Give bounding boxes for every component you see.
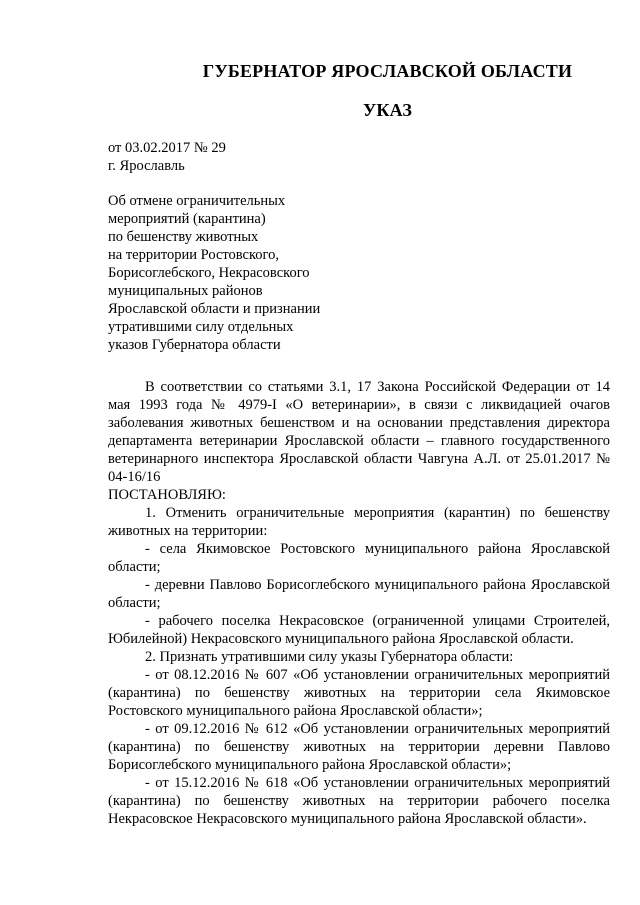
item-1-subitem: - села Якимовское Ростовского муниципального района Ярославской области; — [108, 541, 610, 575]
title-line: Об отмене ограничительных — [108, 193, 286, 209]
title-line: по бешенству животных — [108, 229, 259, 245]
title-line: на территории Ростовского, — [108, 247, 280, 263]
document-title — [108, 192, 320, 354]
item-1: 1. Отменить ограничительные мероприятия (карантин) по бешенству животных на территории: — [108, 505, 610, 539]
document-meta — [108, 139, 226, 175]
resolve-heading: ПОСТАНОВЛЯЮ: — [108, 487, 226, 503]
item-2-subitem: - от 15.12.2016 № 618 «Об установлении ограничительных мероприятий (карантина) по бешенству животных на территории рабочего поселка Некрасовское Некрасовского муниципального района Ярославской области». — [108, 775, 610, 827]
title-line: муниципальных районов — [108, 283, 263, 299]
title-line: Борисоглебского, Некрасовского — [108, 265, 310, 281]
document-type: УКАЗ — [362, 100, 413, 120]
title-line: указов Губернатора области — [108, 337, 281, 353]
title-line: мероприятий (карантина) — [108, 211, 266, 227]
item-1-subitem: - рабочего поселка Некрасовское (ограниченной улицами Строителей, Юбилейной) Некрасовского муниципального района Ярославской области. — [108, 613, 610, 647]
document-city: г. Ярославль — [108, 158, 185, 174]
item-1-subitem: - деревни Павлово Борисоглебского муниципального района Ярославской области; — [108, 577, 610, 611]
document-body — [108, 378, 610, 828]
document-date-number: от 03.02.2017 № 29 — [108, 140, 226, 156]
title-line: утратившими силу отдельных — [108, 319, 294, 335]
item-2-subitem: - от 09.12.2016 № 612 «Об установлении ограничительных мероприятий (карантина) по бешенству животных на территории деревни Павлово Борисоглебского муниципального района Ярославской области»; — [108, 721, 610, 773]
title-line: Ярославской области и признании — [108, 301, 321, 317]
item-2-subitem: - от 08.12.2016 № 607 «Об установлении ограничительных мероприятий (карантина) по бешенству животных на территории села Якимовское Ростовского муниципального района Ярославской области»; — [108, 667, 610, 719]
document-authority: ГУБЕРНАТОР ЯРОСЛАВСКОЙ ОБЛАСТИ — [202, 61, 573, 81]
preamble-paragraph: В соответствии со статьями 3.1, 17 Закона Российской Федерации от 14 мая 1993 года № 4979-I «О ветеринарии», в связи с ликвидацией очагов заболевания животных бешенством и на основании представления директора департамента ветеринарии Ярославской области – главного государственного ветеринарного инспектора Ярославской области Чавгуна А.Л. от 25.01.2017 № 04-16/16 — [108, 379, 610, 485]
item-2: 2. Признать утратившими силу указы Губернатора области: — [145, 649, 514, 665]
